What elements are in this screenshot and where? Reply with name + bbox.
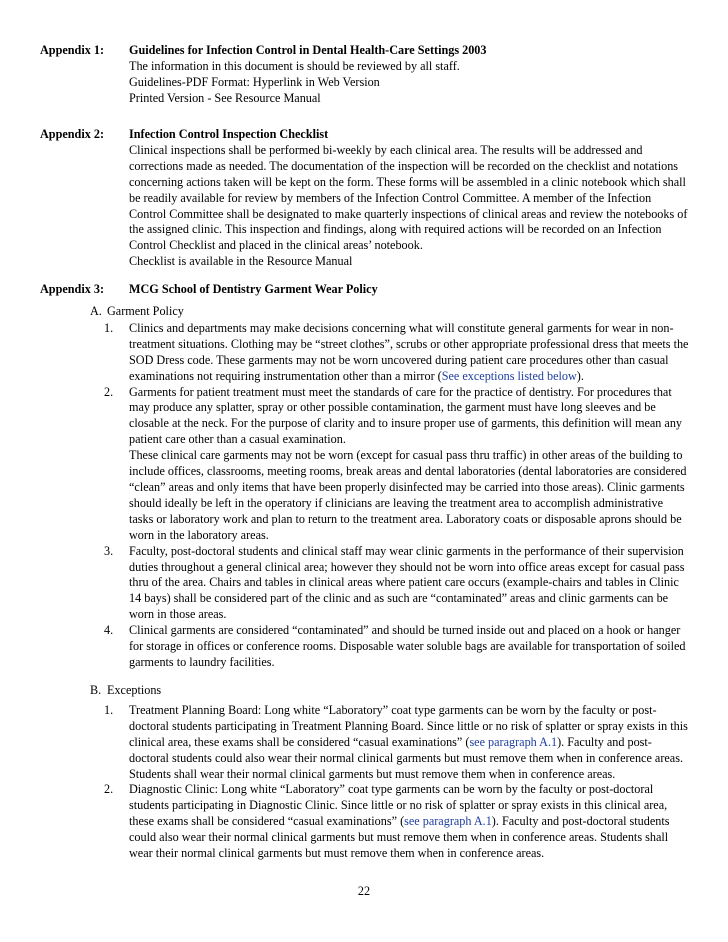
section-letter: A. [90, 304, 102, 318]
appendix-heading [40, 282, 690, 298]
garment-policy-list [104, 321, 690, 671]
paragraph-a1-link[interactable]: see paragraph A.1 [404, 814, 492, 829]
section-exceptions [90, 683, 690, 862]
section-letter: B. [90, 683, 102, 697]
appendix-title: Infection Control Inspection Checklist [129, 127, 329, 141]
item-text: Clinics and departments may make decisions concerning what will constitute general garments for wear in non-treatment situations. Clothing may be “street clothes”, scrubs or other appropriate professional dress that meets the SOD Dress code. These garments may not be worn uncovered during patient care procedures other than casual examinations not requiring instrumentation other than a mirror (See exceptions listed below). [129, 320, 689, 383]
paragraph-a1-link[interactable]: see paragraph A.1 [469, 734, 558, 749]
list-item [104, 623, 690, 671]
appendix-number: Appendix 2: [40, 127, 105, 141]
list-item [104, 703, 690, 783]
list-item [104, 782, 690, 862]
appendix-title: MCG School of Dentistry Garment Wear Policy [129, 282, 378, 296]
appendix-heading [40, 43, 690, 59]
appendix-paragraph: Clinical inspections shall be performed bi-weekly by each clinical area. The results will be addressed and corrections made as needed. The documentation of the inspection will be recorded on the checklist and notations concerning actions taken will be kept on the form. These forms will be assembled in a clinic notebook which shall be readily available for review by members of the Infection Control Committee. A member of the Infection Control Committee shall be designated to make quarterly inspections of clinical areas and review the notebooks of the assigned clinic. This inspection and findings, along with required actions will be recorded on an Infection Control Checklist and placed in the clinical areas’ notebook. [129, 142, 688, 253]
item-number: 1. [104, 320, 114, 335]
appendix-line[interactable]: Guidelines-PDF Format: Hyperlink in Web Version [129, 74, 380, 89]
item-text: Treatment Planning Board: Long white “Laboratory” coat type garments can be worn by the faculty or post-doctoral students participating in Treatment Planning Board. Since little or no risk of splatter or spray exists in this clinical area, these exams shall be considered “casual examinations” (see paragraph A.1). Faculty and post-doctoral students could also wear their normal clinical garments but must remove them when in conference areas. Students shall wear their normal clinical garments but must remove them when in conference areas. [129, 702, 688, 781]
item-number: 1. [104, 702, 114, 717]
item-number: 4. [104, 623, 114, 638]
appendix-note: Checklist is available in the Resource Manual [129, 254, 353, 269]
section-garment-policy [90, 304, 690, 671]
appendix-1 [40, 43, 690, 107]
exceptions-list [104, 703, 690, 862]
section-title: Exceptions [107, 683, 162, 697]
appendix-number: Appendix 3: [40, 282, 105, 296]
item-text: Garments for patient treatment must meet the standards of care for the practice of dentistry. For procedures that may produce any splatter, spray or other possible contamination, the garment must have long sleeves and be closable at the neck. For the purpose of clarity and to insure proper use of garments, this definition will mean any patient care other than a casual examination. These clinical care garments may not be worn (except for casual pass thru traffic) in other areas of the building to include offices, classrooms, meeting rooms, break areas and dental laboratories (dental laboratories are considered “clean” areas and only items that have been properly disinfected may be carried into those areas). Clinic garments should ideally be left in the operatory if clinicians are leaving the treatment area to accomplish administrative tasks or laboratory work and plan to return to the treatment area. Laboratory coats or disposable aprons should be worn in the laboratory areas. [129, 384, 687, 542]
item-text: Faculty, post-doctoral students and clinical staff may wear clinic garments in the performance of their supervision duties throughout a general clinical area; however they should not be worn into office areas except for casual pass thru of the area. Chairs and tables in clinical areas where patient care occurs (example-chairs and tables in Clinic 14 bays) shall be considered part of the clinic and as such are “contaminated” areas and clinic garments can be worn in those areas. [129, 543, 685, 622]
list-item [104, 544, 690, 624]
appendix-line: The information in this document is should be reviewed by all staff. [129, 58, 460, 73]
appendix-3 [40, 282, 690, 298]
list-item [104, 385, 690, 544]
appendix-title: Guidelines for Infection Control in Dental Health-Care Settings 2003 [129, 43, 487, 57]
appendix-heading [40, 127, 690, 143]
list-item [104, 321, 690, 385]
item-text: Clinical garments are considered “contaminated” and should be turned inside out and placed on a hook or hanger for storage in offices or conference rooms. Disposable water soluble bags are available for transportation of soiled garments to laundry facilities. [129, 623, 686, 669]
item-number: 2. [104, 782, 114, 797]
item-text: Diagnostic Clinic: Long white “Laboratory” coat type garments can be worn by the faculty or post-doctoral students participating in Diagnostic Clinic. Since little or no risk of splatter or spray exists in this clinical area, these exams shall be considered “casual examinations” (see paragraph A.1). Faculty and post-doctoral students could also wear their normal clinical garments but must remove them when in conference areas. Students shall wear their normal clinical garments but must remove them when in conference areas. [129, 782, 670, 861]
item-number: 3. [104, 543, 114, 558]
appendix-2 [40, 127, 690, 270]
section-heading [90, 304, 690, 320]
page-number: 22 [357, 884, 371, 898]
appendix-number: Appendix 1: [40, 43, 105, 57]
item-number: 2. [104, 384, 114, 399]
section-heading [90, 683, 690, 699]
exceptions-link[interactable]: See exceptions listed below [441, 368, 577, 383]
section-title: Garment Policy [107, 304, 184, 318]
appendix-body [129, 59, 690, 107]
appendix-line: Printed Version - See Resource Manual [129, 90, 321, 105]
appendix-body [129, 143, 690, 270]
